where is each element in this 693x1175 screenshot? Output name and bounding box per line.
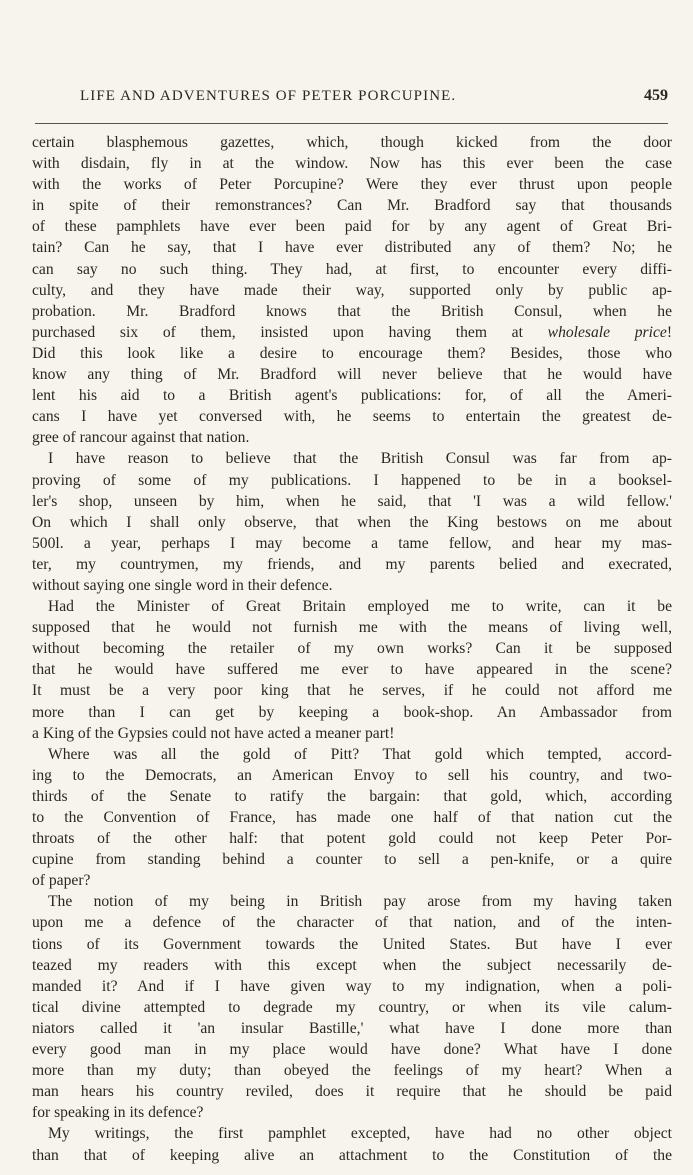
text-line: more than my duty; than obeyed the feelings of my heart? When a (32, 1062, 672, 1080)
text-line: with the works of Peter Porcupine? Were they ever thrust upon people (32, 176, 672, 194)
text-line: cans I have yet conversed with, he seems to entertain the greatest de- (32, 408, 672, 426)
text-line: to the Convention of France, has made one half of that nation cut the (32, 809, 672, 826)
text-line: supposed that he would not furnish me with the means of living well, (32, 619, 672, 637)
text-line: niators called it 'an insular Bastille,' what have I done more than (32, 1019, 672, 1037)
text-line: every good man in my place would have done? What have I done (32, 1041, 672, 1059)
text-line: Did this look like a desire to encourage them? Besides, those who (32, 344, 672, 362)
text-line: cupine from standing behind a counter to sell a pen-knife, or a quire (32, 851, 672, 869)
text-line: 500l. a year, perhaps I may become a tame fellow, and hear my mas- (32, 534, 672, 552)
text-line: manded it? And if I have given way to my indignation, when a poli- (32, 977, 672, 995)
text-line: Where was all the gold of Pitt? That gold which tempted, accord- (48, 745, 672, 763)
running-head: LIFE AND ADVENTURES OF PETER PORCUPINE. (80, 88, 457, 104)
text-line: gree of rancour against that nation. (32, 429, 250, 447)
text-line: culty, and they have made their way, supported only by public ap- (32, 281, 672, 299)
text-line: of these pamphlets have ever been paid for by any agent of Great Bri- (32, 218, 672, 236)
text-line: in spite of their remonstrances? Can Mr. Bradford say that thousands (32, 197, 672, 215)
text-line: tical divine attempted to degrade my country, or when its vile calum- (32, 998, 672, 1016)
text-line: lent his aid to a British agent's publications: for, of all the Ameri- (32, 387, 672, 405)
text-line: ing to the Democrats, an American Envoy to sell his country, and two- (32, 766, 672, 784)
text-line: teazed my readers with this except when the subject necessarily de- (32, 956, 672, 974)
page-header (35, 88, 668, 114)
header-rule (35, 123, 668, 124)
text-line: tions of its Government towards the United States. But have I ever (32, 935, 672, 953)
text-line: proving of some of my publications. I happened to be in a booksel- (32, 471, 672, 489)
text-line: ter, my countrymen, my friends, and my parents belied and execrated, (32, 555, 672, 573)
text-line: On which I shall only observe, that when the King bestows on me about (32, 513, 672, 531)
body-text (32, 132, 672, 1166)
text-line: a King of the Gypsies could not have acted a meaner part! (32, 724, 395, 742)
text-line: Had the Minister of Great Britain employed me to write, can it be (48, 598, 672, 616)
text-line: My writings, the first pamphlet excepted, have had no other object (48, 1125, 672, 1143)
text-line: It must be a very poor king that he serves, if he could not afford me (32, 682, 672, 700)
text-line: with disdain, fly in at the window. Now has this ever been the case (32, 155, 672, 173)
text-line: throats of the other half: that potent gold could not keep Peter Por- (32, 830, 672, 848)
text-line: The notion of my being in British pay arose from my having taken (48, 893, 672, 911)
text-line: of paper? (32, 872, 91, 890)
text-line: purchased six of them, insisted upon having them at wholesale price! (32, 323, 672, 341)
text-line: thirds of the Senate to ratify the bargain: that gold, which, according (32, 787, 672, 805)
text-line: can say no such thing. They had, at first, to encounter every diffi- (32, 260, 672, 278)
text-line: man hears his country reviled, does it require that he should be paid (32, 1083, 672, 1101)
text-line: tain? Can he say, that I have ever distributed any of them? No; he (32, 239, 672, 257)
text-line: without saying one single word in their defence. (32, 576, 333, 594)
text-line: without becoming the retailer of my own works? Can it be supposed (32, 640, 672, 658)
text-line: ler's shop, unseen by him, when he said, that 'I was a wild fellow.' (32, 492, 672, 510)
text-line: certain blasphemous gazettes, which, though kicked from the door (32, 134, 672, 151)
text-line: know any thing of Mr. Bradford will never believe that he would have (32, 366, 672, 384)
page-number: 459 (644, 87, 668, 104)
text-line: that he would have suffered me ever to have appeared in the scene? (32, 661, 672, 679)
text-line: than that of keeping alive an attachment to the Constitution of the (32, 1146, 672, 1164)
text-line: for speaking in its defence? (32, 1104, 204, 1122)
text-line: upon me a defence of the character of that nation, and of the inten- (32, 914, 672, 932)
text-line: probation. Mr. Bradford knows that the British Consul, when he (32, 302, 672, 320)
text-line: I have reason to believe that the British Consul was far from ap- (48, 450, 672, 468)
text-line: more than I can get by keeping a book-shop. An Ambassador from (32, 703, 672, 721)
